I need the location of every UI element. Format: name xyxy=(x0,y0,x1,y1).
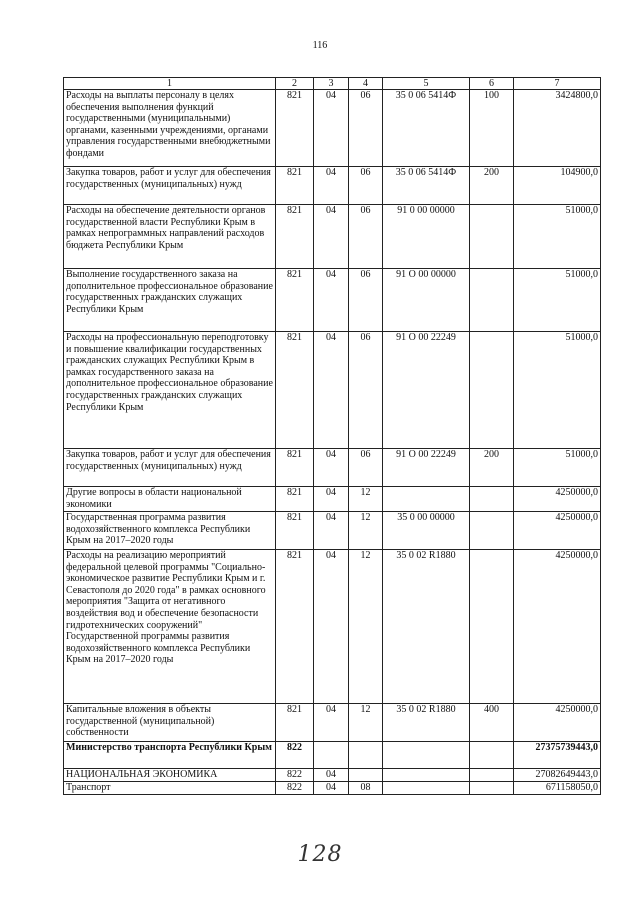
row-expense-type: 200 xyxy=(470,449,514,487)
row-target-article: 91 О 00 00000 xyxy=(383,269,470,332)
table-header-row xyxy=(64,78,601,90)
row-section: 04 xyxy=(314,205,349,269)
row-grbs: 821 xyxy=(276,205,314,269)
row-amount: 27082649443,0 xyxy=(514,769,601,782)
row-name: Закупка товаров, работ и услуг для обеспечения государственных (муниципальных) нужд xyxy=(64,449,276,487)
row-target-article: 35 0 02 R1880 xyxy=(383,704,470,742)
row-name: Расходы на выплаты персоналу в целях обеспечения выполнения функций государственными (муниципальными) органами, казенными учреждениями, органами управления государственными внебюджетными фондами xyxy=(64,90,276,167)
row-grbs: 821 xyxy=(276,332,314,449)
row-grbs: 821 xyxy=(276,704,314,742)
row-grbs: 822 xyxy=(276,782,314,795)
row-name: Государственная программа развития водохозяйственного комплекса Республики Крым на 2017–2020 годы xyxy=(64,512,276,550)
row-amount: 51000,0 xyxy=(514,449,601,487)
table-row xyxy=(64,512,601,550)
row-expense-type xyxy=(470,742,514,769)
table-row xyxy=(64,90,601,167)
row-section: 04 xyxy=(314,167,349,205)
table-row xyxy=(64,769,601,782)
row-expense-type xyxy=(470,269,514,332)
header-col-5: 5 xyxy=(383,78,470,90)
row-name: Расходы на реализацию мероприятий федеральной целевой программы "Социально-экономическое развитие Республики Крым и г. Севастополя до 2020 года" в рамках основного мероприятия "Защита от негативного воздействия вод и обеспечение безопасности гидротехнических сооружений" Государственной программы развития водохозяйственного комплекса Республики Крым на 2017–2020 годы xyxy=(64,550,276,704)
table-row xyxy=(64,487,601,512)
row-section: 04 xyxy=(314,487,349,512)
table-row xyxy=(64,704,601,742)
table-row xyxy=(64,269,601,332)
row-grbs: 821 xyxy=(276,550,314,704)
row-subsection: 08 xyxy=(349,782,383,795)
row-name: Капитальные вложения в объекты государственной (муниципальной) собственности xyxy=(64,704,276,742)
row-target-article: 91 О 00 22249 xyxy=(383,332,470,449)
row-expense-type: 100 xyxy=(470,90,514,167)
row-target-article: 35 0 02 R1880 xyxy=(383,550,470,704)
row-section: 04 xyxy=(314,782,349,795)
row-name: Закупка товаров, работ и услуг для обеспечения государственных (муниципальных) нужд xyxy=(64,167,276,205)
row-amount: 104900,0 xyxy=(514,167,601,205)
row-section: 04 xyxy=(314,332,349,449)
handwritten-page-number: 128 xyxy=(297,842,343,867)
row-grbs: 821 xyxy=(276,90,314,167)
row-expense-type: 400 xyxy=(470,704,514,742)
header-col-4: 4 xyxy=(349,78,383,90)
header-col-2: 2 xyxy=(276,78,314,90)
row-expense-type xyxy=(470,487,514,512)
row-section: 04 xyxy=(314,769,349,782)
row-name: Расходы на профессиональную переподготовку и повышение квалификации государственных гражданских служащих Республики Крым в рамках государственного заказа на дополнительное профессиональное образование государственных гражданских служащих Республики Крым xyxy=(64,332,276,449)
row-subsection: 06 xyxy=(349,90,383,167)
row-target-article: 91 0 00 00000 xyxy=(383,205,470,269)
row-section: 04 xyxy=(314,449,349,487)
table-row xyxy=(64,550,601,704)
row-section: 04 xyxy=(314,704,349,742)
row-section xyxy=(314,742,349,769)
row-expense-type xyxy=(470,550,514,704)
row-amount: 51000,0 xyxy=(514,269,601,332)
row-amount: 3424800,0 xyxy=(514,90,601,167)
row-expense-type xyxy=(470,769,514,782)
budget-table xyxy=(63,77,601,795)
row-grbs: 822 xyxy=(276,769,314,782)
table-row xyxy=(64,167,601,205)
row-amount: 4250000,0 xyxy=(514,512,601,550)
row-subsection xyxy=(349,742,383,769)
row-grbs: 821 xyxy=(276,449,314,487)
table-row xyxy=(64,782,601,795)
row-expense-type xyxy=(470,332,514,449)
row-subsection: 06 xyxy=(349,332,383,449)
row-subsection: 06 xyxy=(349,269,383,332)
row-grbs: 822 xyxy=(276,742,314,769)
row-amount: 4250000,0 xyxy=(514,704,601,742)
row-name: Другие вопросы в области национальной экономики xyxy=(64,487,276,512)
row-name: Расходы на обеспечение деятельности органов государственной власти Республики Крым в рамках непрограммных направлений расходов бюджета Республики Крым xyxy=(64,205,276,269)
row-subsection xyxy=(349,769,383,782)
row-grbs: 821 xyxy=(276,269,314,332)
row-grbs: 821 xyxy=(276,487,314,512)
row-name: Министерство транспорта Республики Крым xyxy=(64,742,276,769)
row-name: Выполнение государственного заказа на дополнительное профессиональное образование государственных гражданских служащих Республики Крым xyxy=(64,269,276,332)
row-amount: 671158050,0 xyxy=(514,782,601,795)
row-subsection: 06 xyxy=(349,167,383,205)
row-target-article xyxy=(383,742,470,769)
row-grbs: 821 xyxy=(276,512,314,550)
row-expense-type xyxy=(470,782,514,795)
row-section: 04 xyxy=(314,550,349,704)
header-col-3: 3 xyxy=(314,78,349,90)
row-name: НАЦИОНАЛЬНАЯ ЭКОНОМИКА xyxy=(64,769,276,782)
row-section: 04 xyxy=(314,269,349,332)
row-subsection: 06 xyxy=(349,205,383,269)
row-amount: 51000,0 xyxy=(514,205,601,269)
row-expense-type xyxy=(470,205,514,269)
row-section: 04 xyxy=(314,90,349,167)
row-subsection: 12 xyxy=(349,512,383,550)
header-col-7: 7 xyxy=(514,78,601,90)
table-row xyxy=(64,449,601,487)
row-grbs: 821 xyxy=(276,167,314,205)
row-target-article: 35 0 06 5414Ф xyxy=(383,90,470,167)
row-amount: 27375739443,0 xyxy=(514,742,601,769)
row-amount: 4250000,0 xyxy=(514,487,601,512)
row-subsection: 12 xyxy=(349,487,383,512)
row-amount: 4250000,0 xyxy=(514,550,601,704)
row-subsection: 06 xyxy=(349,449,383,487)
table-row xyxy=(64,205,601,269)
header-col-1: 1 xyxy=(64,78,276,90)
row-target-article xyxy=(383,782,470,795)
page-number: 116 xyxy=(312,40,328,51)
row-target-article xyxy=(383,487,470,512)
row-amount: 51000,0 xyxy=(514,332,601,449)
table-row xyxy=(64,742,601,769)
row-name: Транспорт xyxy=(64,782,276,795)
row-target-article xyxy=(383,769,470,782)
row-target-article: 35 0 06 5414Ф xyxy=(383,167,470,205)
row-target-article: 91 О 00 22249 xyxy=(383,449,470,487)
row-section: 04 xyxy=(314,512,349,550)
row-target-article: 35 0 00 00000 xyxy=(383,512,470,550)
row-expense-type xyxy=(470,512,514,550)
table-row xyxy=(64,332,601,449)
row-subsection: 12 xyxy=(349,550,383,704)
row-subsection: 12 xyxy=(349,704,383,742)
row-expense-type: 200 xyxy=(470,167,514,205)
header-col-6: 6 xyxy=(470,78,514,90)
